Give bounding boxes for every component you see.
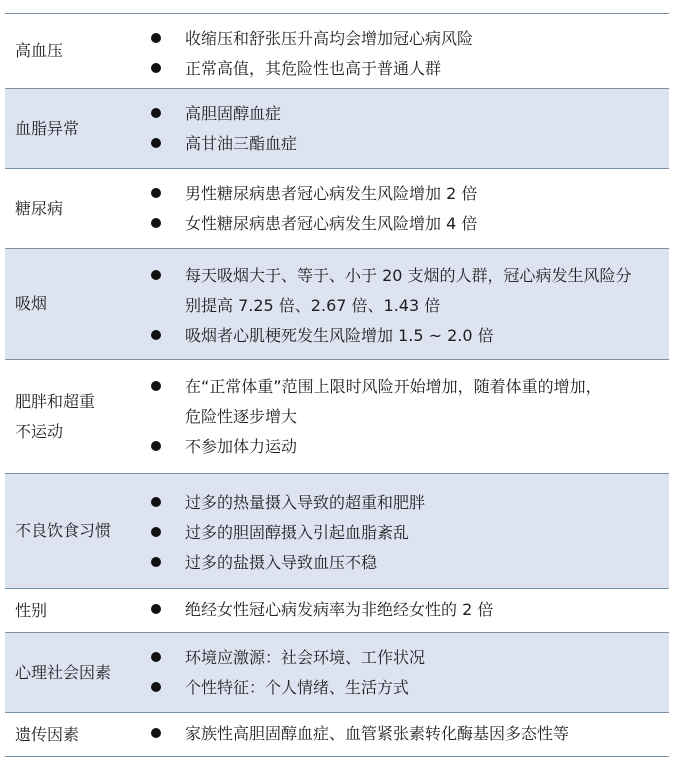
list-item — [150, 548, 669, 578]
table-row — [5, 249, 669, 360]
risk-detail-list — [150, 261, 669, 351]
risk-factor-label-line: 不良饮食习惯 — [15, 521, 112, 540]
list-item — [150, 54, 669, 84]
list-item — [150, 432, 669, 462]
list-item-text: 家族性高胆固醇血症、血管紧张素转化酶基因多态性等 — [185, 724, 570, 743]
risk-factor-label — [15, 89, 125, 168]
bullet-icon — [151, 188, 161, 198]
list-item-text: 危险性逐步增大 — [185, 407, 298, 426]
risk-factor-label-line: 性别 — [15, 600, 48, 620]
list-item-text: 每天吸烟大于、等于、小于 20 支烟的人群，冠心病发生风险分 — [185, 266, 632, 285]
risk-factor-table — [5, 13, 669, 757]
bullet-icon — [151, 441, 161, 451]
risk-detail-list — [150, 719, 669, 749]
bullet-icon — [151, 604, 161, 614]
risk-factor-label-line: 吸烟 — [15, 294, 48, 313]
bullet-icon — [151, 381, 161, 391]
risk-detail-list — [150, 99, 669, 159]
list-item-text: 过多的胆固醇摄入引起血脂紊乱 — [185, 523, 410, 542]
list-item — [150, 719, 669, 749]
risk-factor-label-line: 高血压 — [15, 41, 64, 60]
risk-factor-label-line: 血脂异常 — [15, 118, 80, 138]
list-item — [150, 24, 669, 54]
bullet-icon — [151, 270, 161, 280]
list-item-text: 收缩压和舒张压升高均会增加冠心病风险 — [185, 29, 474, 48]
table-row — [5, 633, 669, 713]
list-item — [150, 99, 669, 129]
list-item — [150, 372, 669, 432]
risk-factor-label — [15, 169, 125, 248]
table-row — [5, 360, 669, 474]
list-item — [150, 179, 669, 209]
bullet-icon — [151, 682, 161, 692]
bullet-icon — [151, 557, 161, 567]
bullet-icon — [151, 218, 161, 228]
bullet-icon — [151, 330, 161, 340]
list-item — [150, 321, 669, 351]
risk-detail-list — [150, 643, 669, 703]
list-item — [150, 643, 669, 673]
list-item-text: 别提高 7.25 倍、2.67 倍、1.43 倍 — [185, 296, 441, 315]
risk-factor-label — [15, 474, 125, 588]
risk-factor-label-line: 不运动 — [15, 421, 64, 441]
list-item-text: 在“正常体重”范围上限时风险开始增加，随着体重的增加， — [185, 377, 602, 396]
table-row — [5, 169, 669, 249]
risk-factor-label — [15, 14, 125, 88]
risk-factor-label — [15, 633, 125, 712]
bullet-icon — [151, 728, 161, 738]
bullet-icon — [151, 652, 161, 662]
list-item-text: 男性糖尿病患者冠心病发生风险增加 2 倍 — [185, 184, 478, 203]
table-row — [5, 474, 669, 589]
risk-factor-label-line: 肥胖和超重 — [15, 391, 96, 411]
bullet-icon — [151, 33, 161, 43]
list-item-text: 环境应激源：社会环境、工作状况 — [185, 648, 426, 667]
list-item — [150, 209, 669, 239]
list-item — [150, 488, 669, 518]
list-item — [150, 673, 669, 703]
list-item-text: 过多的热量摄入导致的超重和肥胖 — [185, 493, 426, 512]
table-row — [5, 713, 669, 757]
risk-factor-label — [15, 249, 125, 359]
risk-factor-label — [15, 360, 125, 473]
table-row — [5, 589, 669, 633]
list-item — [150, 261, 669, 321]
list-item-text: 不参加体力运动 — [185, 437, 298, 456]
bullet-icon — [151, 527, 161, 537]
list-item-text: 绝经女性冠心病发病率为非绝经女性的 2 倍 — [185, 600, 494, 619]
list-item — [150, 129, 669, 159]
risk-detail-list — [150, 595, 669, 625]
risk-factor-label — [15, 589, 125, 632]
bullet-icon — [151, 63, 161, 73]
list-item-text: 过多的盐摄入导致血压不稳 — [185, 553, 378, 572]
list-item-text: 高甘油三酯血症 — [185, 134, 298, 153]
list-item — [150, 518, 669, 548]
risk-detail-list — [150, 24, 669, 84]
risk-detail-list — [150, 179, 669, 239]
list-item-text: 正常高值，其危险性也高于普通人群 — [185, 59, 442, 78]
list-item-text: 高胆固醇血症 — [185, 104, 282, 123]
risk-factor-label-line: 糖尿病 — [15, 198, 64, 218]
list-item-text: 个性特征：个人情绪、生活方式 — [185, 678, 410, 697]
list-item-text: 吸烟者心肌梗死发生风险增加 1.5 ~ 2.0 倍 — [185, 326, 494, 345]
risk-detail-list — [150, 372, 669, 462]
list-item — [150, 595, 669, 625]
risk-factor-label-line: 心理社会因素 — [15, 662, 112, 682]
bullet-icon — [151, 108, 161, 118]
table-row — [5, 14, 669, 89]
bullet-icon — [151, 138, 161, 148]
table-row — [5, 89, 669, 169]
risk-factor-label-line: 遗传因素 — [15, 724, 80, 744]
list-item-text: 女性糖尿病患者冠心病发生风险增加 4 倍 — [185, 214, 478, 233]
risk-factor-label — [15, 713, 125, 756]
risk-detail-list — [150, 488, 669, 578]
bullet-icon — [151, 497, 161, 507]
